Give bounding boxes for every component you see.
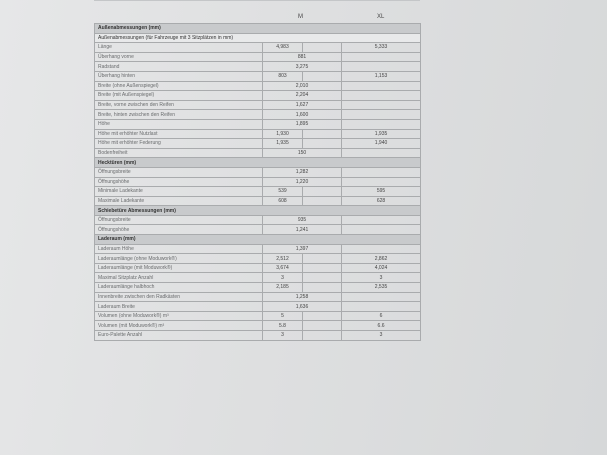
- table-row: [95, 129, 421, 139]
- empty-cell: [342, 91, 421, 101]
- table-row: [95, 43, 421, 53]
- empty-cell: [342, 110, 421, 120]
- row-label: Laderaum Breite: [95, 302, 263, 312]
- table-row: [95, 52, 421, 62]
- row-value: 1,636: [263, 302, 342, 312]
- empty-cell: [303, 254, 342, 264]
- row-value: 2,010: [263, 81, 342, 91]
- value-xl: 3: [342, 273, 421, 283]
- value-xl: 6.6: [342, 321, 421, 331]
- empty-cell: [342, 148, 421, 158]
- table-row: [95, 273, 421, 283]
- empty-cell: [342, 100, 421, 110]
- table-row: [95, 283, 421, 293]
- table-row: [95, 244, 421, 254]
- value-m: 608: [263, 196, 303, 206]
- row-label: Breite (ohne Außenspiegel): [95, 81, 263, 91]
- value-m: 3,674: [263, 263, 303, 273]
- table-row: [95, 215, 421, 225]
- row-label: Öffnungshöhe: [95, 225, 263, 235]
- value-m: 539: [263, 187, 303, 197]
- table-row: [95, 311, 421, 321]
- table-row: [95, 33, 421, 43]
- value-m: 2,185: [263, 283, 303, 293]
- empty-cell: [303, 43, 342, 53]
- row-value: 1,241: [263, 225, 342, 235]
- value-m: 803: [263, 71, 303, 81]
- row-value: 1,397: [263, 244, 342, 254]
- row-label: Laderaumlänge (ohne Moduwork®): [95, 254, 263, 264]
- value-xl: 2,862: [342, 254, 421, 264]
- value-xl: 2,535: [342, 283, 421, 293]
- row-label: Öffnungsbreite: [95, 215, 263, 225]
- section-row: [95, 24, 421, 34]
- empty-cell: [303, 129, 342, 139]
- value-m: 1,930: [263, 129, 303, 139]
- value-xl: 6: [342, 311, 421, 321]
- row-label: Höhe mit erhöhter Nutzlast: [95, 129, 263, 139]
- table-row: [95, 119, 421, 129]
- row-value: 881: [263, 52, 342, 62]
- row-label: Minimale Ladekante: [95, 187, 263, 197]
- section-title: Außenabmessungen (mm): [95, 24, 421, 34]
- empty-cell: [303, 71, 342, 81]
- section-row: [95, 235, 421, 245]
- row-value: 1,627: [263, 100, 342, 110]
- value-m: 1,935: [263, 139, 303, 149]
- table-row: [95, 177, 421, 187]
- row-label: Innenbreite zwischen den Radkästen: [95, 292, 263, 302]
- table-row: [95, 196, 421, 206]
- empty-cell: [303, 331, 342, 341]
- empty-cell: [342, 177, 421, 187]
- empty-cell: [342, 244, 421, 254]
- table-row: [95, 81, 421, 91]
- value-xl: 628: [342, 196, 421, 206]
- value-xl: 1,153: [342, 71, 421, 81]
- row-label: Maximale Ladekante: [95, 196, 263, 206]
- empty-cell: [342, 215, 421, 225]
- value-xl: 4,024: [342, 263, 421, 273]
- table-row: [95, 110, 421, 120]
- row-label: Radstand: [95, 62, 263, 72]
- row-label: Höhe: [95, 119, 263, 129]
- table-row: [95, 254, 421, 264]
- row-label: Öffnungsbreite: [95, 167, 263, 177]
- empty-cell: [303, 321, 342, 331]
- empty-cell: [342, 167, 421, 177]
- empty-cell: [303, 187, 342, 197]
- row-label: Breite, vorne zwischen den Reifen: [95, 100, 263, 110]
- divider: [94, 0, 420, 1]
- section-title: Schiebetüre Abmessungen (mm): [95, 206, 421, 216]
- value-m: 5.8: [263, 321, 303, 331]
- empty-cell: [303, 283, 342, 293]
- empty-cell: [303, 139, 342, 149]
- empty-cell: [303, 311, 342, 321]
- empty-cell: [342, 302, 421, 312]
- value-m: 4,983: [263, 43, 303, 53]
- table-row: [95, 292, 421, 302]
- row-value: 1,895: [263, 119, 342, 129]
- row-value: 1,282: [263, 167, 342, 177]
- table-row: [95, 302, 421, 312]
- row-label: Breite (mit Außenspiegel): [95, 91, 263, 101]
- table-row: [95, 187, 421, 197]
- row-label: Bodenfreiheit: [95, 148, 263, 158]
- row-label: Euro-Palette Anzahl: [95, 331, 263, 341]
- row-value: 150: [263, 148, 342, 158]
- value-m: 3: [263, 331, 303, 341]
- row-label: Volumen (mit Moduwork®) m³: [95, 321, 263, 331]
- table-row: [95, 263, 421, 273]
- value-xl: 1,940: [342, 139, 421, 149]
- spec-table: [94, 23, 421, 341]
- row-value: 935: [263, 215, 342, 225]
- table-row: [95, 62, 421, 72]
- column-header-xl: XL: [377, 14, 385, 20]
- row-label: Überhang vorne: [95, 52, 263, 62]
- column-header-m: M: [298, 14, 303, 20]
- table-row: [95, 225, 421, 235]
- table-row: [95, 100, 421, 110]
- empty-cell: [342, 119, 421, 129]
- row-label: Volumen (ohne Moduwork®) m³: [95, 311, 263, 321]
- value-m: 5: [263, 311, 303, 321]
- table-row: [95, 139, 421, 149]
- section-row: [95, 206, 421, 216]
- row-label: Laderaumlänge (mit Moduwork®): [95, 263, 263, 273]
- row-label: Laderaumlänge halbhoch: [95, 283, 263, 293]
- row-value: 1,220: [263, 177, 342, 187]
- value-xl: 595: [342, 187, 421, 197]
- table-row: [95, 148, 421, 158]
- value-m: 2,512: [263, 254, 303, 264]
- table-row: [95, 321, 421, 331]
- section-title: Laderaum (mm): [95, 235, 421, 245]
- value-xl: 5,333: [342, 43, 421, 53]
- row-value: 2,204: [263, 91, 342, 101]
- row-label: Höhe mit erhöhter Federung: [95, 139, 263, 149]
- empty-cell: [342, 81, 421, 91]
- empty-cell: [342, 225, 421, 235]
- row-value: 1,600: [263, 110, 342, 120]
- row-value: 1,258: [263, 292, 342, 302]
- value-xl: 3: [342, 331, 421, 341]
- value-xl: 1,935: [342, 129, 421, 139]
- row-label: Maximal Sitzplatz Anzahl: [95, 273, 263, 283]
- row-label: Überhang hinten: [95, 71, 263, 81]
- table-row: [95, 167, 421, 177]
- table-row: [95, 331, 421, 341]
- row-label: Länge: [95, 43, 263, 53]
- section-row: [95, 158, 421, 168]
- empty-cell: [303, 273, 342, 283]
- empty-cell: [342, 292, 421, 302]
- row-label: Laderaum Höhe: [95, 244, 263, 254]
- table-row: [95, 91, 421, 101]
- row-label: Breite, hinten zwischen den Reifen: [95, 110, 263, 120]
- section-title: Hecktüren (mm): [95, 158, 421, 168]
- subsection-title: Außenabmessungen (für Fahrzeuge mit 3 Sitzplätzen in mm): [95, 33, 421, 43]
- empty-cell: [303, 196, 342, 206]
- empty-cell: [342, 52, 421, 62]
- row-value: 3,275: [263, 62, 342, 72]
- row-label: Öffnungshöhe: [95, 177, 263, 187]
- empty-cell: [303, 263, 342, 273]
- empty-cell: [342, 62, 421, 72]
- table-row: [95, 71, 421, 81]
- value-m: 3: [263, 273, 303, 283]
